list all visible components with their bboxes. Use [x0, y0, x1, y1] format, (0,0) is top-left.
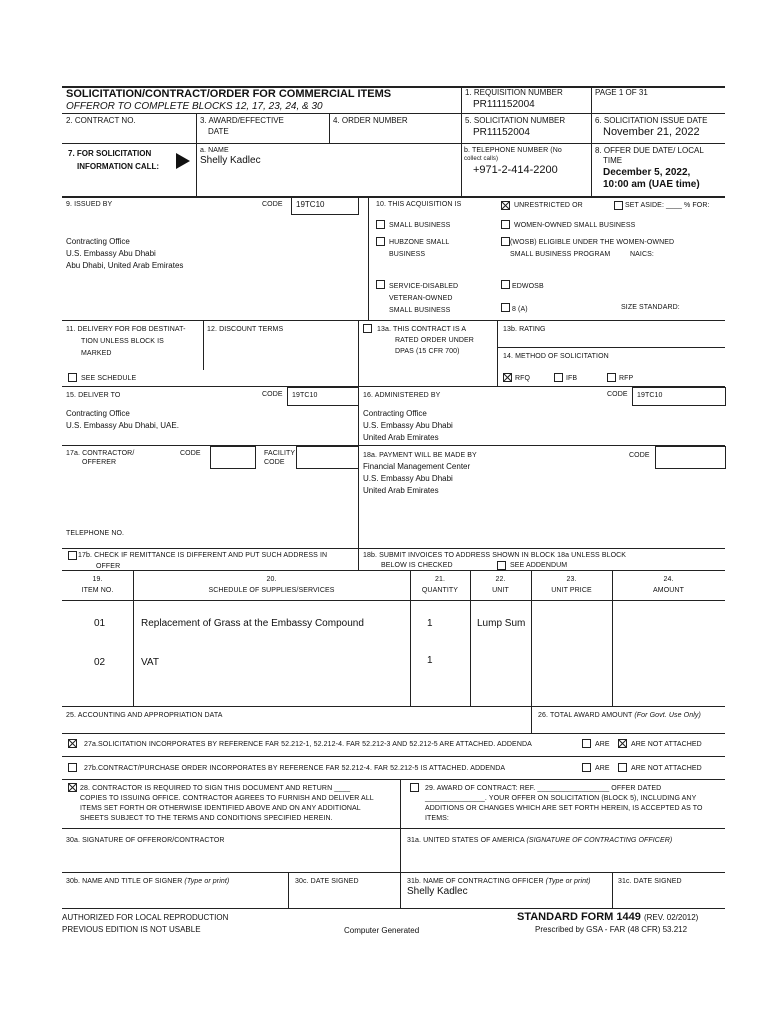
contract-no-label: 2. CONTRACT NO. — [66, 116, 136, 125]
deliver-to-code[interactable]: 19TC10 — [292, 392, 318, 399]
remittance-checkbox[interactable] — [68, 551, 77, 560]
set-aside-checkbox[interactable] — [614, 201, 623, 210]
discount-terms-label: 12. DISCOUNT TERMS — [207, 326, 284, 333]
total-award-label: 26. TOTAL AWARD AMOUNT (For Govt. Use Only) — [538, 712, 701, 719]
solicitation-number-label: 5. SOLICITATION NUMBER — [465, 116, 566, 125]
payment-label: 18a. PAYMENT WILL BE MADE BY — [363, 452, 477, 459]
accounting-label: 25. ACCOUNTING AND APPROPRIATION DATA — [66, 712, 223, 719]
issue-date[interactable]: November 21, 2022 — [603, 126, 700, 138]
offeror-date-label: 30c. DATE SIGNED — [295, 878, 359, 885]
pointer-arrow-icon — [176, 153, 190, 169]
method-label: 14. METHOD OF SOLICITATION — [503, 353, 609, 360]
co-signature-label: 31a. UNITED STATES OF AMERICA (SIGNATURE OF CONTRACTING OFFICER) — [407, 837, 673, 844]
see-schedule-checkbox[interactable] — [68, 373, 77, 382]
ifb-checkbox[interactable] — [554, 373, 563, 382]
reproduction-note: AUTHORIZED FOR LOCAL REPRODUCTION — [62, 913, 229, 922]
issue-date-label: 6. SOLICITATION ISSUE DATE — [595, 116, 708, 125]
facility-code-field[interactable] — [296, 446, 359, 469]
unrestricted-checkbox[interactable] — [501, 201, 510, 210]
col-header-unit: 22. UNIT — [492, 576, 509, 594]
administered-by-code[interactable]: 19TC10 — [637, 392, 663, 399]
27b-are-not-checkbox[interactable] — [618, 763, 627, 772]
edwosb-checkbox[interactable] — [501, 280, 510, 289]
offeror-signature-label: 30a. SIGNATURE OF OFFEROR/CONTRACTOR — [66, 837, 225, 844]
27b-are-checkbox[interactable] — [582, 763, 591, 772]
contractor-code-field[interactable] — [210, 446, 256, 469]
27b-checkbox[interactable] — [68, 763, 77, 772]
eight-a-checkbox[interactable] — [501, 303, 510, 312]
co-name[interactable]: Shelly Kadlec — [407, 886, 468, 897]
col-header-supplies: 20. SCHEDULE OF SUPPLIES/SERVICES — [208, 576, 335, 594]
administered-by-address-1: Contracting Office — [363, 409, 427, 418]
award-date-label: 3. AWARD/EFFECTIVE — [200, 116, 284, 125]
deliver-to-label: 15. DELIVER TO — [66, 392, 121, 399]
contact-name[interactable]: Shelly Kadlec — [200, 155, 261, 166]
col-header-item-no: 19. ITEM NO. — [81, 576, 114, 594]
see-addendum-checkbox[interactable] — [497, 561, 506, 570]
item-quantity-01: 1 — [427, 618, 433, 629]
item-quantity-02: 1 — [427, 655, 433, 666]
prescribed-by: Prescribed by GSA - FAR (48 CFR) 53.212 — [535, 925, 688, 934]
issued-by-label: 9. ISSUED BY — [66, 201, 113, 208]
wosb-eligible-checkbox[interactable] — [501, 237, 510, 246]
rfp-checkbox[interactable] — [607, 373, 616, 382]
telephone-no-label: TELEPHONE NO. — [66, 530, 125, 537]
27a-are-checkbox[interactable] — [582, 739, 591, 748]
27b-text: 27b.CONTRACT/PURCHASE ORDER INCORPORATES BY REFERENCE FAR 52.212-4. FAR 52.212-5 IS ATTACHED. ADDENDA — [84, 765, 506, 772]
form-number: STANDARD FORM 1449 (REV. 02/2012) — [517, 911, 699, 923]
hubzone-checkbox[interactable] — [376, 237, 385, 246]
requisition-label: 1. REQUISITION NUMBER — [465, 88, 563, 97]
edition-note: PREVIOUS EDITION IS NOT USABLE — [62, 925, 201, 934]
29-checkbox[interactable] — [410, 783, 419, 792]
form-subtitle: OFFEROR TO COMPLETE BLOCKS 12, 17, 23, 24, & 30 — [66, 101, 323, 112]
wosb-checkbox[interactable] — [501, 220, 510, 229]
small-business-checkbox[interactable] — [376, 220, 385, 229]
item-no-02: 02 — [94, 657, 106, 668]
item-description-01: Replacement of Grass at the Embassy Compound — [141, 618, 364, 629]
award-of-contract-text: 29. AWARD OF CONTRACT: REF. __________________ OFFER DATED — [425, 785, 662, 792]
computer-generated: Computer Generated — [344, 926, 420, 935]
name-label: a. NAME — [200, 147, 229, 154]
rated-order-checkbox[interactable] — [363, 324, 372, 333]
telephone-number[interactable]: +971-2-414-2200 — [473, 164, 558, 176]
rating-label: 13b. RATING — [503, 326, 546, 333]
co-name-label: 31b. NAME OF CONTRACTING OFFICER (Type or print) — [407, 878, 591, 885]
contractor-label: 17a. CONTRACTOR/ — [66, 450, 135, 457]
issued-by-address-1: Contracting Office — [66, 237, 130, 246]
telephone-label: b. TELEPHONE NUMBER (No — [464, 147, 562, 154]
due-time[interactable]: 10:00 am (UAE time) — [603, 179, 700, 190]
co-date-label: 31c. DATE SIGNED — [618, 878, 682, 885]
due-date-label: 8. OFFER DUE DATE/ LOCAL — [595, 146, 704, 155]
due-date[interactable]: December 5, 2022, — [603, 167, 691, 178]
27a-checkbox[interactable] — [68, 739, 77, 748]
order-number-label: 4. ORDER NUMBER — [333, 116, 408, 125]
signer-name-label: 30b. NAME AND TITLE OF SIGNER (Type or print) — [66, 878, 230, 885]
27a-text: 27a.SOLICITATION INCORPORATES BY REFERENCE FAR 52.212-1, 52.212-4. FAR 52.212-3 AND 52.212-5 ARE ATTACHED. ADDENDA — [84, 741, 532, 748]
27a-are-not-checkbox[interactable] — [618, 739, 627, 748]
col-header-unit-price: 23. UNIT PRICE — [551, 576, 592, 594]
sdvosb-checkbox[interactable] — [376, 280, 385, 289]
info-call-label: 7. FOR SOLICITATION — [68, 149, 152, 158]
col-header-amount: 24. AMOUNT — [653, 576, 684, 594]
issued-by-code[interactable]: 19TC10 — [296, 200, 325, 209]
acquisition-label: 10. THIS ACQUISITION IS — [376, 201, 462, 208]
item-unit-01: Lump Sum — [477, 618, 526, 629]
col-header-quantity: 21. QUANTITY — [421, 576, 459, 594]
requisition-number[interactable]: PR111152004 — [473, 99, 535, 110]
delivery-fob-label: 11. DELIVERY FOR FOB DESTINAT- — [66, 326, 186, 333]
payment-address-1: Financial Management Center — [363, 462, 471, 471]
administered-by-label: 16. ADMINISTERED BY — [363, 392, 441, 399]
form-title: SOLICITATION/CONTRACT/ORDER FOR COMMERCIAL ITEMS — [66, 88, 392, 100]
item-description-02: VAT — [141, 657, 159, 668]
item-no-01: 01 — [94, 618, 106, 629]
28-checkbox[interactable] — [68, 783, 77, 792]
contractor-sign-text: 28. CONTRACTOR IS REQUIRED TO SIGN THIS DOCUMENT AND RETURN ____ — [80, 785, 351, 792]
payment-code-field[interactable] — [655, 446, 726, 469]
page-count: PAGE 1 OF 31 — [595, 88, 648, 97]
deliver-to-address-1: Contracting Office — [66, 409, 130, 418]
solicitation-number[interactable]: PR11152004 — [473, 127, 530, 138]
rfq-checkbox[interactable] — [503, 373, 512, 382]
submit-invoices-label: 18b. SUBMIT INVOICES TO ADDRESS SHOWN IN BLOCK 18a UNLESS BLOCK — [363, 552, 627, 559]
